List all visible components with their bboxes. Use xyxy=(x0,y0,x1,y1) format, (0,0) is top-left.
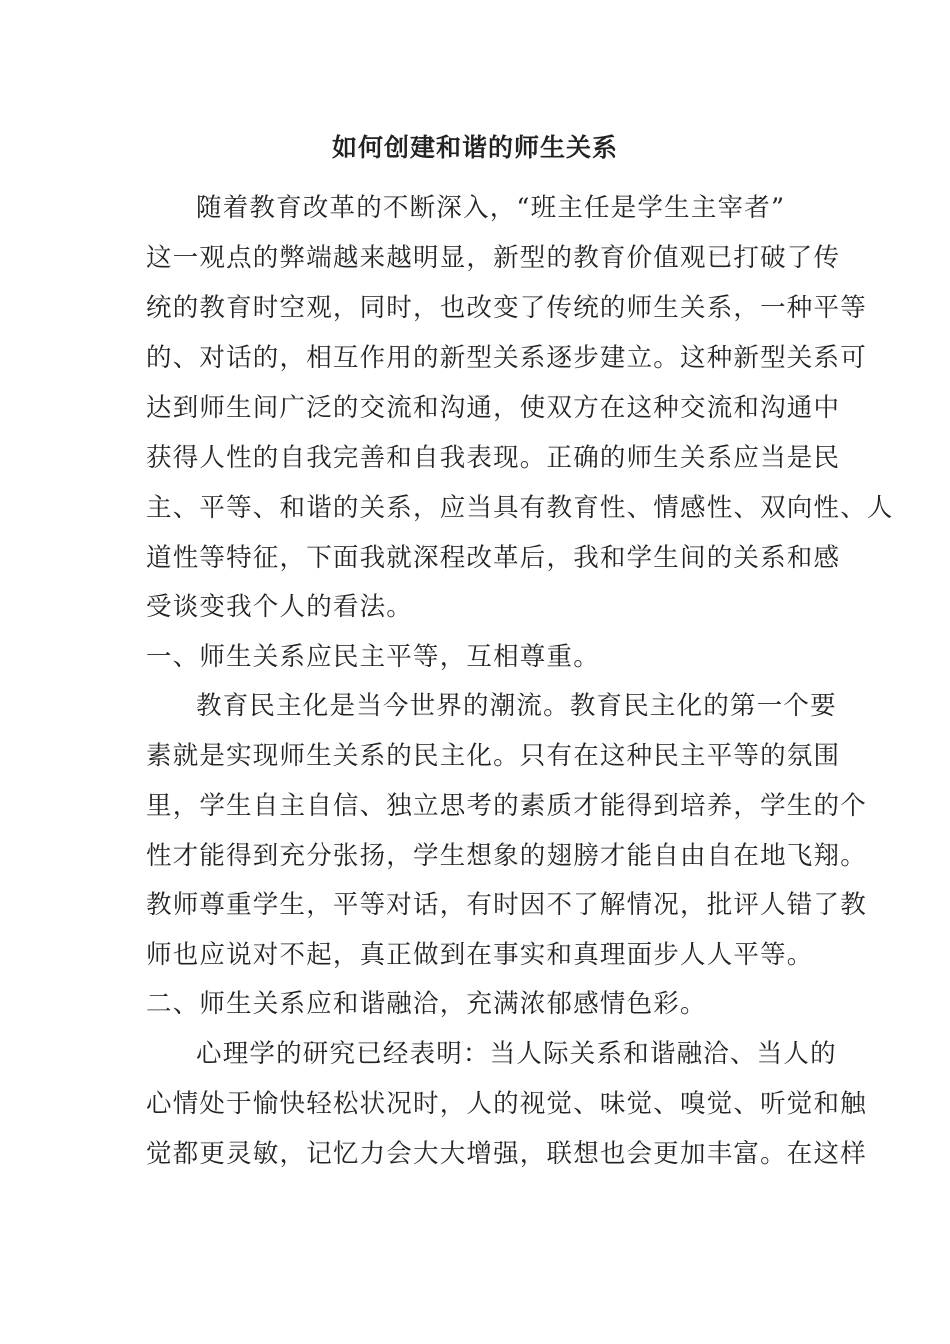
paragraph-line: 达到师生间广泛的交流和沟通，使双方在这种交流和沟通中 xyxy=(146,393,841,423)
paragraph-line: 这一观点的弊端越来越明显，新型的教育价值观已打破了传 xyxy=(146,243,841,273)
section-heading-2: 二、师生关系应和谐融洽，充满浓郁感情色彩。 xyxy=(146,989,707,1019)
section-heading-1: 一、师生关系应民主平等，互相尊重。 xyxy=(146,642,600,672)
paragraph-line: 师也应说对不起，真正做到在事实和真理面步人人平等。 xyxy=(146,940,814,970)
paragraph-line: 心情处于愉快轻松状况时，人的视觉、味觉、嗅觉、听觉和触 xyxy=(146,1089,867,1119)
paragraph-line: 素就是实现师生关系的民主化。只有在这种民主平等的氛围 xyxy=(146,741,841,771)
paragraph-line: 获得人性的自我完善和自我表现。正确的师生关系应当是民 xyxy=(146,443,841,473)
paragraph-line: 心理学的研究已经表明：当人际关系和谐融洽、当人的 xyxy=(196,1039,837,1069)
paragraph-line: 里，学生自主自信、独立思考的素质才能得到培养，学生的个 xyxy=(146,791,867,821)
paragraph-line: 教师尊重学生，平等对话，有时因不了解情况，批评人错了教 xyxy=(146,890,867,920)
document-title: 如何创建和谐的师生关系 xyxy=(331,133,618,162)
paragraph-line: 觉都更灵敏，记忆力会大大增强，联想也会更加丰富。在这样 xyxy=(146,1139,867,1169)
paragraph-line: 随着教育改革的不断深入，“班主任是学生主宰者” xyxy=(196,193,786,223)
paragraph-line: 道性等特征，下面我就深程改革后，我和学生间的关系和感 xyxy=(146,543,841,573)
paragraph-line: 教育民主化是当今世界的潮流。教育民主化的第一个要 xyxy=(196,691,837,721)
paragraph-line: 主、平等、和谐的关系，应当具有教育性、情感性、双向性、人 xyxy=(146,493,894,523)
paragraph-line: 统的教育时空观，同时，也改变了传统的师生关系，一种平等 xyxy=(146,293,867,323)
paragraph-line: 性才能得到充分张扬，学生想象的翅膀才能自由自在地飞翔。 xyxy=(146,841,867,871)
paragraph-line: 受谈变我个人的看法。 xyxy=(146,592,414,622)
paragraph-line: 的、对话的，相互作用的新型关系逐步建立。这种新型关系可 xyxy=(146,343,867,373)
